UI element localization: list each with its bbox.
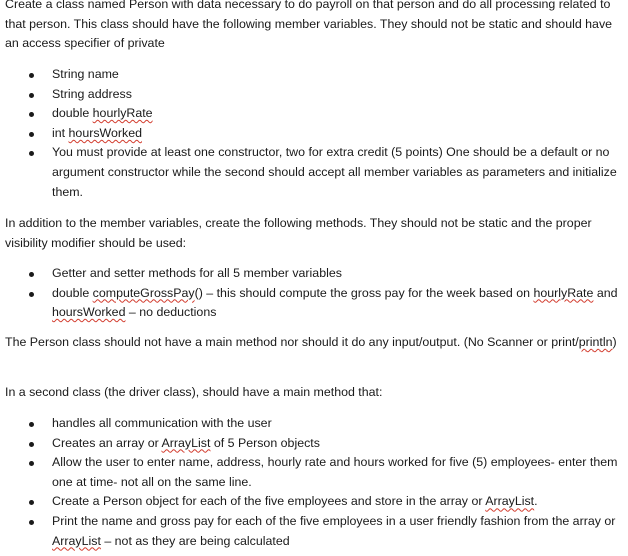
spellcheck-word: hourlyRate [92,106,153,121]
list-item: String name [0,65,628,85]
list-item: Creates an array or ArrayList of 5 Person objects [0,434,628,454]
list-item: double computeGrossPay() – this should compute the gross pay for the week based on hourlyRate and hoursWorked – no deductions [0,284,628,323]
bullet-icon [29,422,34,427]
member-variables-list [0,65,628,202]
bullet-icon [29,112,34,117]
driver-intro-paragraph: In a second class (the driver class), should have a main method that: [5,385,383,399]
list-item: handles all communication with the user [0,414,628,434]
bullet-icon [29,520,34,525]
bullet-icon [29,132,34,137]
list-item: double hourlyRate [0,104,628,124]
list-item: String address [0,85,628,105]
list-item: Create a Person object for each of the five employees and store in the array or ArrayList. [0,492,628,512]
bullet-icon [29,500,34,505]
spellcheck-word: hoursWorked [52,305,126,320]
bullet-icon [29,442,34,447]
spellcheck-word: println [578,335,613,349]
bullet-icon [29,151,34,156]
no-main-paragraph: The Person class should not have a main method nor should it do any input/output. (No Scanner or print/println) [5,335,617,349]
spellcheck-word: hourlyRate [533,285,594,300]
driver-steps-list [0,414,628,551]
bullet-icon [29,73,34,78]
intro-paragraph: Create a class named Person with data necessary to do payroll on that person and do all processing related to that person. This class should have the following member variables. They should not be static and should have an access specifier of private [5,0,613,51]
bullet-icon [29,461,34,466]
bullet-icon [29,292,34,297]
list-item: Getter and setter methods for all 5 member variables [0,264,628,284]
spellcheck-word: ArrayList [161,435,211,450]
list-item: You must provide at least one constructor, two for extra credit (5 points) One should be a default or no argument constructor while the second should accept all member variables as parameters and initialize them. [0,143,628,202]
methods-intro-paragraph: In addition to the member variables, create the following methods. They should not be static and the proper visibility modifier should be used: [5,216,592,250]
list-item: int hoursWorked [0,124,628,144]
spellcheck-word: ArrayList [485,494,535,509]
spellcheck-word: ArrayList [52,533,101,548]
list-item: Allow the user to enter name, address, hourly rate and hours worked for five (5) employees- enter them one at time- not all on the same line. [0,453,628,492]
spellcheck-word: computeGrossPay [92,285,195,300]
bullet-icon [29,93,34,98]
methods-list [0,264,628,323]
spellcheck-word: hoursWorked [68,125,142,140]
list-item: Print the name and gross pay for each of the five employees in a user friendly fashion from the array or ArrayList – not as they are being calculated [0,512,628,551]
bullet-icon [29,272,34,277]
